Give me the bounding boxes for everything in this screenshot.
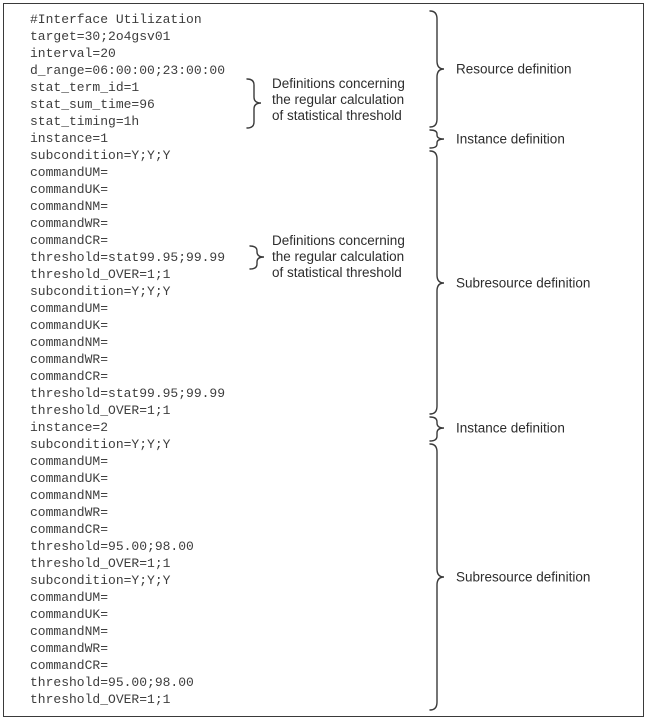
config-line: commandUK= xyxy=(30,607,109,622)
annotation-line: Definitions concerning xyxy=(272,233,405,248)
config-line: threshold_OVER=1;1 xyxy=(30,267,171,282)
config-line: threshold=stat99.95;99.99 xyxy=(30,386,226,401)
config-line: instance=1 xyxy=(30,131,109,146)
config-line: #Interface Utilization xyxy=(30,12,202,27)
config-line: threshold=95.00;98.00 xyxy=(30,539,194,554)
config-line: threshold_OVER=1;1 xyxy=(30,692,171,707)
config-line: subcondition=Y;Y;Y xyxy=(30,437,171,452)
config-line: target=30;2o4gsv01 xyxy=(30,29,171,44)
label-subresource-definition-2: Subresource definition xyxy=(456,569,591,585)
label-resource-definition: Resource definition xyxy=(456,61,572,77)
config-line: commandNM= xyxy=(30,624,109,639)
config-line: threshold=95.00;98.00 xyxy=(30,675,194,690)
config-line: stat_timing=1h xyxy=(30,114,140,129)
config-line: commandWR= xyxy=(30,641,109,656)
brace-instance-definition-1 xyxy=(430,130,444,148)
config-line: threshold_OVER=1;1 xyxy=(30,556,171,571)
annotation-stat-threshold-top xyxy=(272,76,405,124)
config-line: subcondition=Y;Y;Y xyxy=(30,148,171,163)
label-instance-definition-2: Instance definition xyxy=(456,420,565,436)
annotation-line: the regular calculation xyxy=(272,92,405,107)
config-line: commandUM= xyxy=(30,165,109,180)
config-line: subcondition=Y;Y;Y xyxy=(30,284,171,299)
config-line: commandCR= xyxy=(30,369,109,384)
config-line: commandUM= xyxy=(30,454,109,469)
annotation-line: of statistical threshold xyxy=(272,108,402,123)
config-line: commandUM= xyxy=(30,590,109,605)
brace-instance-definition-2 xyxy=(430,417,444,441)
config-line: threshold=stat99.95;99.99 xyxy=(30,250,226,265)
annotation-line: the regular calculation xyxy=(272,249,405,264)
config-line: threshold_OVER=1;1 xyxy=(30,403,171,418)
config-line: commandWR= xyxy=(30,352,109,367)
config-line: commandUM= xyxy=(30,301,109,316)
brace-resource-definition xyxy=(430,11,444,127)
config-line: stat_term_id=1 xyxy=(30,80,140,95)
config-line: commandNM= xyxy=(30,488,109,503)
config-listing xyxy=(30,11,225,708)
config-line: commandCR= xyxy=(30,658,109,673)
label-instance-definition-1: Instance definition xyxy=(456,131,565,147)
config-line: commandUK= xyxy=(30,471,109,486)
config-line: commandWR= xyxy=(30,216,109,231)
annotation-line: of statistical threshold xyxy=(272,265,402,280)
config-line: commandUK= xyxy=(30,182,109,197)
config-line: commandUK= xyxy=(30,318,109,333)
config-line: instance=2 xyxy=(30,420,109,435)
brace-subresource-definition-1 xyxy=(430,151,444,414)
brace-stat-threshold-top xyxy=(247,79,261,128)
config-line: stat_sum_time=96 xyxy=(30,97,155,112)
brace-subresource-definition-2 xyxy=(430,444,444,710)
config-line: commandWR= xyxy=(30,505,109,520)
config-line: commandCR= xyxy=(30,522,109,537)
config-line: d_range=06:00:00;23:00:00 xyxy=(30,63,226,78)
label-subresource-definition-1: Subresource definition xyxy=(456,275,591,291)
brace-stat-threshold-mid xyxy=(250,246,264,269)
config-line: interval=20 xyxy=(30,46,116,61)
annotation-stat-threshold-mid xyxy=(272,233,405,281)
config-line: commandNM= xyxy=(30,335,109,350)
config-line: commandNM= xyxy=(30,199,109,214)
annotation-line: Definitions concerning xyxy=(272,76,405,91)
config-line: subcondition=Y;Y;Y xyxy=(30,573,171,588)
config-line: commandCR= xyxy=(30,233,109,248)
